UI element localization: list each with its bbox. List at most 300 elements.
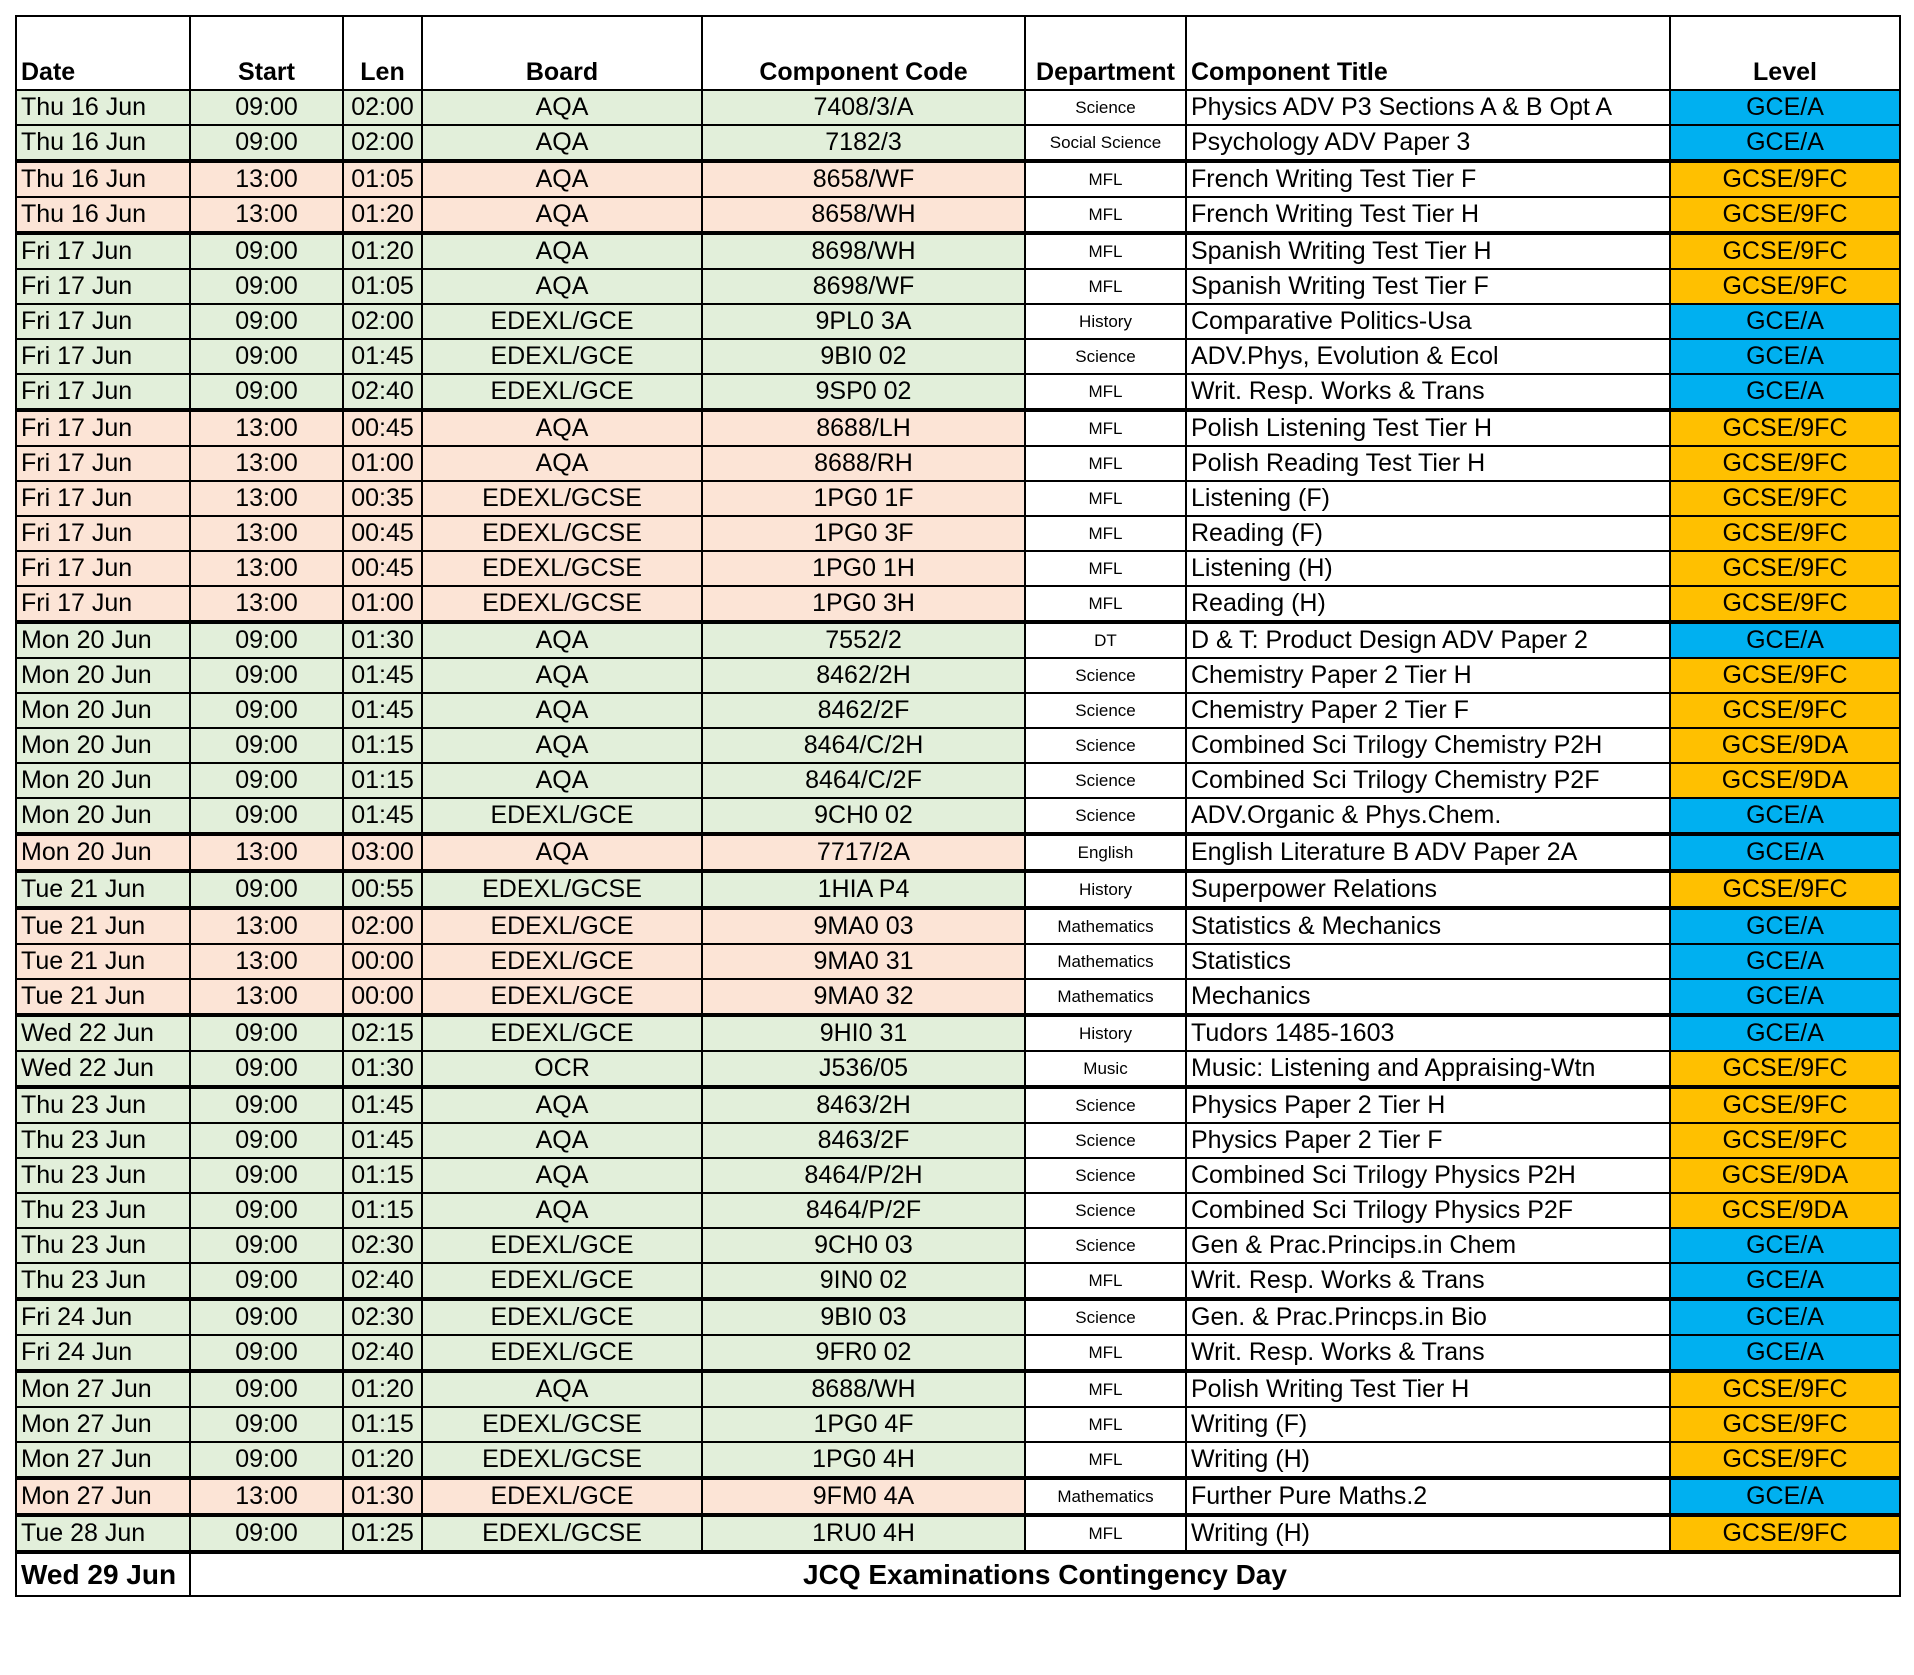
component-title: French Writing Test Tier F xyxy=(1186,161,1670,197)
exam-date: Fri 17 Jun xyxy=(16,410,190,446)
component-code: 9BI0 02 xyxy=(702,339,1025,374)
exam-level: GCSE/9FC xyxy=(1670,1087,1900,1123)
component-title: Reading (F) xyxy=(1186,516,1670,551)
exam-start: 09:00 xyxy=(190,339,343,374)
table-row xyxy=(16,622,1900,658)
table-row xyxy=(16,1299,1900,1335)
exam-level: GCSE/9FC xyxy=(1670,658,1900,693)
exam-level: GCSE/9FC xyxy=(1670,197,1900,233)
exam-level: GCSE/9FC xyxy=(1670,693,1900,728)
exam-board: AQA xyxy=(422,1158,702,1193)
component-code: 9MA0 32 xyxy=(702,979,1025,1015)
exam-length: 01:05 xyxy=(343,269,422,304)
timetable-body xyxy=(16,90,1900,1552)
exam-board: AQA xyxy=(422,161,702,197)
exam-board: AQA xyxy=(422,622,702,658)
component-title: Polish Reading Test Tier H xyxy=(1186,446,1670,481)
exam-start: 09:00 xyxy=(190,125,343,161)
department: Music xyxy=(1025,1051,1186,1087)
component-title: Writ. Resp. Works & Trans xyxy=(1186,1335,1670,1371)
department: Science xyxy=(1025,1228,1186,1263)
exam-date: Mon 20 Jun xyxy=(16,658,190,693)
table-row xyxy=(16,197,1900,233)
component-title: Writing (H) xyxy=(1186,1515,1670,1552)
exam-board: EDEXL/GCE xyxy=(422,979,702,1015)
component-code: 8463/2F xyxy=(702,1123,1025,1158)
exam-length: 01:20 xyxy=(343,1442,422,1478)
exam-start: 09:00 xyxy=(190,374,343,410)
component-code: 8688/RH xyxy=(702,446,1025,481)
table-row xyxy=(16,1371,1900,1407)
department: MFL xyxy=(1025,1407,1186,1442)
table-row xyxy=(16,1051,1900,1087)
exam-date: Tue 21 Jun xyxy=(16,908,190,944)
component-code: 9SP0 02 xyxy=(702,374,1025,410)
exam-length: 01:25 xyxy=(343,1515,422,1552)
component-code: 1PG0 3F xyxy=(702,516,1025,551)
exam-date: Thu 16 Jun xyxy=(16,125,190,161)
exam-start: 09:00 xyxy=(190,871,343,908)
component-code: 9MA0 03 xyxy=(702,908,1025,944)
exam-start: 09:00 xyxy=(190,304,343,339)
exam-board: EDEXL/GCSE xyxy=(422,481,702,516)
header-len: Len xyxy=(343,16,422,90)
component-title: Combined Sci Trilogy Physics P2F xyxy=(1186,1193,1670,1228)
table-row xyxy=(16,1335,1900,1371)
exam-date: Tue 21 Jun xyxy=(16,944,190,979)
exam-board: EDEXL/GCE xyxy=(422,1478,702,1515)
exam-date: Thu 23 Jun xyxy=(16,1158,190,1193)
department: History xyxy=(1025,304,1186,339)
exam-date: Fri 17 Jun xyxy=(16,586,190,622)
contingency-date: Wed 29 Jun xyxy=(16,1552,190,1596)
exam-level: GCE/A xyxy=(1670,979,1900,1015)
exam-start: 13:00 xyxy=(190,586,343,622)
exam-level: GCSE/9FC xyxy=(1670,410,1900,446)
component-code: 1RU0 4H xyxy=(702,1515,1025,1552)
component-title: Physics ADV P3 Sections A & B Opt A xyxy=(1186,90,1670,125)
component-title: Physics Paper 2 Tier F xyxy=(1186,1123,1670,1158)
exam-start: 09:00 xyxy=(190,1299,343,1335)
component-code: 9MA0 31 xyxy=(702,944,1025,979)
exam-start: 09:00 xyxy=(190,1193,343,1228)
table-row xyxy=(16,304,1900,339)
exam-length: 01:30 xyxy=(343,1478,422,1515)
component-title: Statistics xyxy=(1186,944,1670,979)
component-title: Writing (F) xyxy=(1186,1407,1670,1442)
exam-date: Mon 20 Jun xyxy=(16,693,190,728)
exam-length: 02:00 xyxy=(343,125,422,161)
table-row xyxy=(16,763,1900,798)
department: MFL xyxy=(1025,586,1186,622)
component-title: Polish Writing Test Tier H xyxy=(1186,1371,1670,1407)
exam-board: EDEXL/GCE xyxy=(422,374,702,410)
department: MFL xyxy=(1025,1515,1186,1552)
exam-level: GCSE/9FC xyxy=(1670,871,1900,908)
exam-start: 09:00 xyxy=(190,1158,343,1193)
component-title: Statistics & Mechanics xyxy=(1186,908,1670,944)
department: History xyxy=(1025,1015,1186,1051)
exam-board: AQA xyxy=(422,1123,702,1158)
exam-board: EDEXL/GCE xyxy=(422,1228,702,1263)
exam-start: 09:00 xyxy=(190,1123,343,1158)
exam-board: AQA xyxy=(422,1371,702,1407)
table-row xyxy=(16,834,1900,871)
component-title: Gen & Prac.Princips.in Chem xyxy=(1186,1228,1670,1263)
exam-start: 09:00 xyxy=(190,658,343,693)
component-code: 8698/WF xyxy=(702,269,1025,304)
exam-date: Fri 17 Jun xyxy=(16,481,190,516)
header-component-title: Component Title xyxy=(1186,16,1670,90)
exam-date: Wed 22 Jun xyxy=(16,1015,190,1051)
exam-start: 09:00 xyxy=(190,1442,343,1478)
exam-start: 09:00 xyxy=(190,1263,343,1299)
component-code: 1PG0 1H xyxy=(702,551,1025,586)
exam-level: GCSE/9FC xyxy=(1670,1407,1900,1442)
exam-length: 00:55 xyxy=(343,871,422,908)
exam-level: GCE/A xyxy=(1670,798,1900,834)
table-row xyxy=(16,1087,1900,1123)
component-title: Music: Listening and Appraising-Wtn xyxy=(1186,1051,1670,1087)
component-title: Chemistry Paper 2 Tier H xyxy=(1186,658,1670,693)
exam-length: 02:00 xyxy=(343,908,422,944)
table-row xyxy=(16,728,1900,763)
exam-level: GCSE/9DA xyxy=(1670,1193,1900,1228)
exam-board: AQA xyxy=(422,90,702,125)
exam-length: 00:45 xyxy=(343,410,422,446)
exam-date: Tue 21 Jun xyxy=(16,871,190,908)
department: Mathematics xyxy=(1025,944,1186,979)
component-code: 8464/P/2H xyxy=(702,1158,1025,1193)
exam-board: AQA xyxy=(422,446,702,481)
department: Science xyxy=(1025,693,1186,728)
component-title: Superpower Relations xyxy=(1186,871,1670,908)
header-date: Date xyxy=(16,16,190,90)
exam-length: 01:15 xyxy=(343,1193,422,1228)
exam-length: 02:00 xyxy=(343,304,422,339)
exam-length: 01:45 xyxy=(343,693,422,728)
component-code: 9CH0 03 xyxy=(702,1228,1025,1263)
exam-date: Fri 24 Jun xyxy=(16,1299,190,1335)
component-code: 1PG0 3H xyxy=(702,586,1025,622)
exam-length: 02:40 xyxy=(343,374,422,410)
component-title: Tudors 1485-1603 xyxy=(1186,1015,1670,1051)
department: Mathematics xyxy=(1025,908,1186,944)
component-code: 8462/2H xyxy=(702,658,1025,693)
exam-date: Wed 22 Jun xyxy=(16,1051,190,1087)
component-code: 8462/2F xyxy=(702,693,1025,728)
exam-start: 13:00 xyxy=(190,551,343,586)
exam-start: 13:00 xyxy=(190,481,343,516)
exam-board: EDEXL/GCE xyxy=(422,944,702,979)
exam-board: AQA xyxy=(422,728,702,763)
exam-length: 02:40 xyxy=(343,1335,422,1371)
component-code: 8463/2H xyxy=(702,1087,1025,1123)
exam-date: Thu 16 Jun xyxy=(16,161,190,197)
component-code: 8688/LH xyxy=(702,410,1025,446)
exam-length: 02:00 xyxy=(343,90,422,125)
exam-level: GCE/A xyxy=(1670,834,1900,871)
department: MFL xyxy=(1025,197,1186,233)
exam-date: Thu 23 Jun xyxy=(16,1193,190,1228)
table-row xyxy=(16,1228,1900,1263)
exam-board: AQA xyxy=(422,658,702,693)
exam-level: GCSE/9FC xyxy=(1670,161,1900,197)
header-row xyxy=(16,16,1900,90)
component-code: 7182/3 xyxy=(702,125,1025,161)
exam-board: EDEXL/GCSE xyxy=(422,1515,702,1552)
component-code: 7408/3/A xyxy=(702,90,1025,125)
exam-board: OCR xyxy=(422,1051,702,1087)
exam-level: GCSE/9DA xyxy=(1670,1158,1900,1193)
department: MFL xyxy=(1025,481,1186,516)
exam-start: 09:00 xyxy=(190,1051,343,1087)
exam-start: 09:00 xyxy=(190,1228,343,1263)
contingency-message: JCQ Examinations Contingency Day xyxy=(190,1552,1900,1596)
component-title: Listening (H) xyxy=(1186,551,1670,586)
exam-board: AQA xyxy=(422,410,702,446)
component-code: 8658/WF xyxy=(702,161,1025,197)
exam-start: 09:00 xyxy=(190,1015,343,1051)
component-code: 8688/WH xyxy=(702,1371,1025,1407)
component-code: 9BI0 03 xyxy=(702,1299,1025,1335)
exam-date: Thu 23 Jun xyxy=(16,1123,190,1158)
component-title: Gen. & Prac.Princps.in Bio xyxy=(1186,1299,1670,1335)
exam-length: 02:15 xyxy=(343,1015,422,1051)
exam-start: 13:00 xyxy=(190,908,343,944)
exam-start: 09:00 xyxy=(190,763,343,798)
component-code: 9CH0 02 xyxy=(702,798,1025,834)
exam-length: 01:20 xyxy=(343,1371,422,1407)
table-row xyxy=(16,1263,1900,1299)
exam-start: 09:00 xyxy=(190,1407,343,1442)
exam-level: GCSE/9FC xyxy=(1670,516,1900,551)
department: MFL xyxy=(1025,233,1186,269)
exam-length: 01:30 xyxy=(343,622,422,658)
table-row xyxy=(16,979,1900,1015)
exam-date: Fri 17 Jun xyxy=(16,304,190,339)
component-title: Combined Sci Trilogy Chemistry P2F xyxy=(1186,763,1670,798)
department: MFL xyxy=(1025,446,1186,481)
exam-date: Thu 23 Jun xyxy=(16,1228,190,1263)
exam-length: 01:15 xyxy=(343,728,422,763)
department: MFL xyxy=(1025,516,1186,551)
exam-date: Fri 17 Jun xyxy=(16,446,190,481)
exam-level: GCE/A xyxy=(1670,1228,1900,1263)
exam-board: EDEXL/GCE xyxy=(422,304,702,339)
exam-date: Tue 21 Jun xyxy=(16,979,190,1015)
exam-start: 13:00 xyxy=(190,161,343,197)
table-row xyxy=(16,1442,1900,1478)
exam-level: GCSE/9DA xyxy=(1670,728,1900,763)
exam-length: 02:30 xyxy=(343,1299,422,1335)
department: History xyxy=(1025,871,1186,908)
component-code: 9HI0 31 xyxy=(702,1015,1025,1051)
exam-date: Fri 17 Jun xyxy=(16,551,190,586)
department: Science xyxy=(1025,1158,1186,1193)
exam-level: GCE/A xyxy=(1670,622,1900,658)
component-title: Writ. Resp. Works & Trans xyxy=(1186,374,1670,410)
department: MFL xyxy=(1025,1335,1186,1371)
exam-start: 13:00 xyxy=(190,516,343,551)
department: Mathematics xyxy=(1025,1478,1186,1515)
component-code: 9IN0 02 xyxy=(702,1263,1025,1299)
table-row xyxy=(16,1123,1900,1158)
exam-level: GCSE/9FC xyxy=(1670,1123,1900,1158)
table-row xyxy=(16,410,1900,446)
header-department: Department xyxy=(1025,16,1186,90)
exam-level: GCSE/9DA xyxy=(1670,763,1900,798)
exam-level: GCSE/9FC xyxy=(1670,1051,1900,1087)
exam-date: Mon 27 Jun xyxy=(16,1371,190,1407)
component-title: Combined Sci Trilogy Chemistry P2H xyxy=(1186,728,1670,763)
exam-length: 01:45 xyxy=(343,1123,422,1158)
table-row xyxy=(16,481,1900,516)
table-row xyxy=(16,269,1900,304)
exam-length: 01:20 xyxy=(343,233,422,269)
component-code: 8464/P/2F xyxy=(702,1193,1025,1228)
exam-board: EDEXL/GCSE xyxy=(422,586,702,622)
exam-date: Mon 20 Jun xyxy=(16,834,190,871)
component-title: English Literature B ADV Paper 2A xyxy=(1186,834,1670,871)
exam-level: GCE/A xyxy=(1670,125,1900,161)
exam-start: 13:00 xyxy=(190,834,343,871)
exam-start: 13:00 xyxy=(190,197,343,233)
exam-timetable xyxy=(15,15,1901,1597)
component-code: 1HIA P4 xyxy=(702,871,1025,908)
component-title: Comparative Politics-Usa xyxy=(1186,304,1670,339)
exam-level: GCE/A xyxy=(1670,304,1900,339)
exam-board: AQA xyxy=(422,834,702,871)
department: Science xyxy=(1025,1087,1186,1123)
exam-length: 02:30 xyxy=(343,1228,422,1263)
table-row xyxy=(16,1158,1900,1193)
component-title: Listening (F) xyxy=(1186,481,1670,516)
department: Science xyxy=(1025,1299,1186,1335)
exam-date: Fri 17 Jun xyxy=(16,339,190,374)
exam-date: Fri 24 Jun xyxy=(16,1335,190,1371)
department: MFL xyxy=(1025,410,1186,446)
exam-date: Mon 27 Jun xyxy=(16,1407,190,1442)
department: Science xyxy=(1025,90,1186,125)
header-level: Level xyxy=(1670,16,1900,90)
department: Social Science xyxy=(1025,125,1186,161)
table-row xyxy=(16,1193,1900,1228)
department: MFL xyxy=(1025,1371,1186,1407)
department: Science xyxy=(1025,658,1186,693)
exam-board: EDEXL/GCSE xyxy=(422,551,702,586)
exam-start: 09:00 xyxy=(190,728,343,763)
component-code: 8464/C/2H xyxy=(702,728,1025,763)
exam-start: 13:00 xyxy=(190,1478,343,1515)
exam-start: 13:00 xyxy=(190,979,343,1015)
component-title: Further Pure Maths.2 xyxy=(1186,1478,1670,1515)
component-title: Mechanics xyxy=(1186,979,1670,1015)
exam-board: AQA xyxy=(422,197,702,233)
department: MFL xyxy=(1025,161,1186,197)
component-code: 8698/WH xyxy=(702,233,1025,269)
exam-length: 02:40 xyxy=(343,1263,422,1299)
component-code: 1PG0 1F xyxy=(702,481,1025,516)
exam-date: Tue 28 Jun xyxy=(16,1515,190,1552)
table-row xyxy=(16,1478,1900,1515)
exam-level: GCE/A xyxy=(1670,90,1900,125)
component-title: Combined Sci Trilogy Physics P2H xyxy=(1186,1158,1670,1193)
header-board: Board xyxy=(422,16,702,90)
exam-length: 01:15 xyxy=(343,1407,422,1442)
exam-length: 01:05 xyxy=(343,161,422,197)
exam-level: GCSE/9FC xyxy=(1670,1371,1900,1407)
exam-length: 01:20 xyxy=(343,197,422,233)
component-title: Psychology ADV Paper 3 xyxy=(1186,125,1670,161)
exam-length: 01:45 xyxy=(343,1087,422,1123)
exam-board: EDEXL/GCSE xyxy=(422,1442,702,1478)
department: Science xyxy=(1025,798,1186,834)
department: Science xyxy=(1025,1123,1186,1158)
department: English xyxy=(1025,834,1186,871)
table-row xyxy=(16,658,1900,693)
department: Science xyxy=(1025,728,1186,763)
exam-board: EDEXL/GCE xyxy=(422,908,702,944)
table-row xyxy=(16,90,1900,125)
component-title: Spanish Writing Test Tier H xyxy=(1186,233,1670,269)
table-row xyxy=(16,944,1900,979)
exam-date: Mon 20 Jun xyxy=(16,763,190,798)
exam-board: EDEXL/GCSE xyxy=(422,1407,702,1442)
table-row xyxy=(16,693,1900,728)
exam-length: 03:00 xyxy=(343,834,422,871)
table-row xyxy=(16,446,1900,481)
table-row xyxy=(16,374,1900,410)
component-code: 8464/C/2F xyxy=(702,763,1025,798)
department: MFL xyxy=(1025,1442,1186,1478)
table-row xyxy=(16,125,1900,161)
exam-start: 09:00 xyxy=(190,1515,343,1552)
component-title: Writ. Resp. Works & Trans xyxy=(1186,1263,1670,1299)
component-title: Polish Listening Test Tier H xyxy=(1186,410,1670,446)
exam-length: 01:15 xyxy=(343,763,422,798)
table-row xyxy=(16,161,1900,197)
exam-start: 09:00 xyxy=(190,622,343,658)
exam-length: 00:45 xyxy=(343,551,422,586)
exam-board: EDEXL/GCSE xyxy=(422,871,702,908)
exam-date: Thu 23 Jun xyxy=(16,1087,190,1123)
exam-start: 09:00 xyxy=(190,1335,343,1371)
contingency-row xyxy=(16,1552,1900,1596)
exam-date: Mon 27 Jun xyxy=(16,1478,190,1515)
table-row xyxy=(16,1515,1900,1552)
department: DT xyxy=(1025,622,1186,658)
exam-level: GCSE/9FC xyxy=(1670,1515,1900,1552)
exam-level: GCSE/9FC xyxy=(1670,586,1900,622)
exam-level: GCSE/9FC xyxy=(1670,481,1900,516)
exam-length: 01:15 xyxy=(343,1158,422,1193)
department: MFL xyxy=(1025,551,1186,586)
exam-board: AQA xyxy=(422,763,702,798)
component-code: 7717/2A xyxy=(702,834,1025,871)
exam-date: Thu 23 Jun xyxy=(16,1263,190,1299)
table-row xyxy=(16,871,1900,908)
exam-date: Thu 16 Jun xyxy=(16,90,190,125)
exam-start: 09:00 xyxy=(190,1087,343,1123)
exam-board: EDEXL/GCE xyxy=(422,1335,702,1371)
exam-board: AQA xyxy=(422,1087,702,1123)
component-code: 9FR0 02 xyxy=(702,1335,1025,1371)
exam-start: 09:00 xyxy=(190,693,343,728)
component-code: 7552/2 xyxy=(702,622,1025,658)
exam-date: Fri 17 Jun xyxy=(16,233,190,269)
component-title: Chemistry Paper 2 Tier F xyxy=(1186,693,1670,728)
